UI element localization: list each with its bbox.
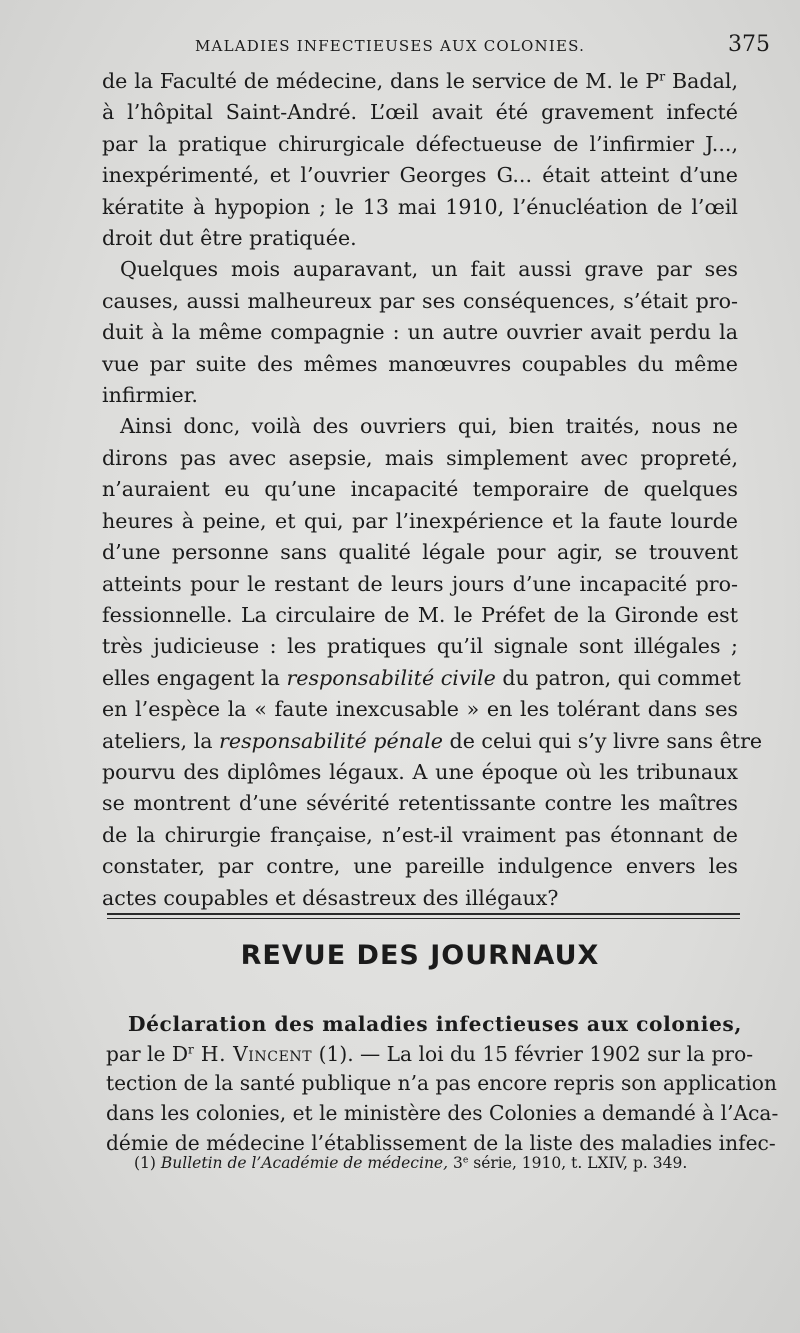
text-line: d’une personne sans qualité légale pour agir, se trouvent [102,540,738,565]
text-line: tection de la santé publique n’a pas encore repris son application [106,1071,777,1096]
text-line: vue par suite des mêmes manœuvres coupables du même [102,351,738,376]
footnote: (1) Bulletin de l’Académie de médecine, 3e série, 1910, t. LXIV, p. 349. [134,1154,688,1172]
text-line: infirmier. [102,383,198,408]
body-text [102,66,763,914]
article-author: H. Vincent [193,1041,313,1066]
text-line: à l’hôpital Saint-André. L’œil avait été gravement infecté [102,100,738,125]
text-line: atteints pour le restant de leurs jours d’une incapacité pro- [102,571,738,596]
paragraph-3 [102,411,763,914]
text-line: de la Faculté de médecine, dans le service de M. le $P^r$ Badal, [102,69,738,93]
page-number: 375 [728,32,770,57]
text-line: se montrent d’une sévérité retentissante contre les maîtres [102,791,738,816]
text-line: causes, aussi malheureux par ses conséquences, s’était pro- [102,288,738,313]
footnote-source: Bulletin de l’Académie de médecine, [160,1154,449,1172]
text-line: dirons pas avec asepsie, mais simplement avec propreté, [102,445,738,470]
article-title: Déclaration des maladies infectieuses aux colonies, [128,1012,743,1036]
text-line: Quelques mois auparavant, un fait aussi grave par ses [120,257,738,282]
italic-term: responsabilité pénale [219,728,443,753]
text-line: fessionnelle. La circulaire de M. le Préfet de la Gironde est [102,602,738,627]
text-line: démie de médecine l’établissement de la liste des maladies infec- [106,1130,776,1155]
text-line: droit dut être pratiquée. [102,226,357,251]
text-line: constater, par contre, une pareille indulgence envers les [102,854,738,879]
text-line: très judicieuse : les pratiques qu’il signale sont illégales ; [102,634,738,659]
text-line: actes coupables et désastreux des illégaux? [102,885,559,910]
text-line: heures à peine, et qui, par l’inexpérience et la faute lourde [102,508,738,533]
text-line: inexpérimenté, et l’ouvrier Georges G... était atteint d’une [102,163,738,188]
article-text [106,1010,779,1159]
text-line: n’auraient eu qu’une incapacité temporaire de quelques [102,477,738,502]
article-title-line [106,1010,743,1040]
text-line: de la chirurgie française, n’est-il vraiment pas étonnant de [102,822,738,847]
text-line: ateliers, la responsabilité pénale de celui qui s’y livre sans être [102,728,763,753]
text-line: par le $D^r$ H. Vincent (1). — La loi du 15 février 1902 sur la pro- [106,1041,754,1066]
running-title: MALADIES INFECTIEUSES AUX COLONIES. [195,37,586,55]
text-line: kératite à hypopion ; le 13 mai 1910, l’énucléation de l’œil [102,194,738,219]
text-line: en l’espèce la « faute inexcusable » en les tolérant dans ses [102,697,738,722]
running-header [195,32,770,57]
text-line: Ainsi donc, voilà des ouvriers qui, bien traités, nous ne [120,414,738,439]
text-line: duit à la même compagnie : un autre ouvrier avait perdu la [102,320,738,345]
paragraph-2 [102,254,738,411]
section-title: REVUE DES JOURNAUX [240,940,600,971]
text-line: pourvu des diplômes légaux. A une époque où les tribunaux [102,759,738,784]
text-line: elles engagent la responsabilité civile du patron, qui commet [102,665,741,690]
italic-term: responsabilité civile [286,665,496,690]
text-line: par la pratique chirurgicale défectueuse de l’infirmier J..., [102,131,738,156]
text-line: dans les colonies, et le ministère des Colonies a demandé à l’Aca- [106,1101,779,1126]
paragraph-1 [102,66,738,254]
section-divider [107,913,740,919]
